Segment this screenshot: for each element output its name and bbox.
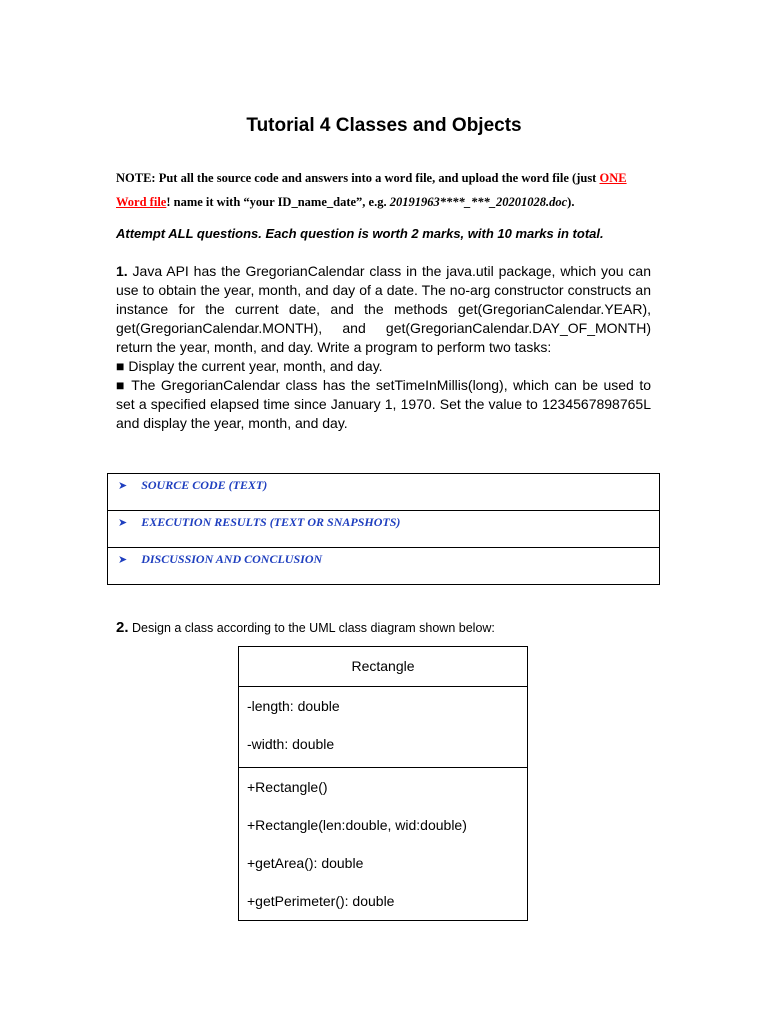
uml-class-diagram: [238, 646, 528, 921]
answer-cell[interactable]: [108, 511, 660, 548]
note-paragraph: [116, 166, 656, 214]
answer-label: DISCUSSION AND CONCLUSION: [141, 552, 323, 566]
answer-table: [107, 473, 660, 585]
answer-row-execution-results: [108, 511, 660, 548]
note-text-2: ! name it with “your ID_name_date”, e.g.: [166, 195, 390, 209]
question-1-number: 1.: [116, 263, 128, 279]
question-1-text: Java API has the GregorianCalendar class in the java.util package, which you can use to obtain the year, month, and day of a date. The no-arg constructor constructs an instance for the current date, and the methods get(GregorianCalendar.YEAR), get(GregorianCalendar.MONTH), and get(GregorianCalendar.DAY_OF_MONTH) return the year, month, and day. Write a program to perform two tasks:: [116, 263, 651, 355]
arrow-bullet-icon: ➤: [118, 554, 128, 566]
page-title: Tutorial 4 Classes and Objects: [246, 115, 522, 136]
uml-methods: [239, 768, 527, 920]
arrow-bullet-icon: ➤: [118, 517, 128, 529]
question-2-text: Design a class according to the UML class diagram shown below:: [128, 621, 495, 635]
answer-label: SOURCE CODE (TEXT): [141, 478, 268, 492]
note-label: NOTE:: [116, 171, 156, 185]
uml-attribute: -length: double: [247, 698, 340, 714]
note-example-filename: 20191963****_***_20201028.doc: [389, 195, 568, 209]
uml-method: +Rectangle(): [247, 779, 328, 795]
uml-attributes: [239, 687, 527, 768]
uml-method: +getPerimeter(): double: [247, 893, 395, 909]
note-red-highlight: ONE Word file: [116, 171, 627, 209]
question-1-intro: [116, 262, 651, 357]
question-1: [116, 262, 651, 433]
question-1-task-2: ■ The GregorianCalendar class has the setTimeInMillis(long), which can be used to set a specified elapsed time since January 1, 1970. Set the value to 1234567898765L and display the year, month, and day.: [116, 377, 651, 431]
note-text-1: Put all the source code and answers into a word file, and upload the word file (just: [155, 171, 600, 185]
attempt-instructions: Attempt ALL questions. Each question is worth 2 marks, with 10 marks in total.: [116, 226, 604, 241]
question-1-task-1: ■ Display the current year, month, and day.: [116, 358, 383, 374]
uml-class-name: Rectangle: [239, 647, 527, 687]
answer-cell[interactable]: [108, 548, 660, 585]
answer-row-source-code: [108, 474, 660, 511]
arrow-bullet-icon: ➤: [118, 480, 128, 492]
question-2-number: 2.: [116, 619, 129, 636]
note-text-3: ).: [567, 195, 575, 209]
answer-cell[interactable]: [108, 474, 660, 511]
answer-row-discussion: [108, 548, 660, 585]
uml-method: +getArea(): double: [247, 855, 364, 871]
uml-method: +Rectangle(len:double, wid:double): [247, 817, 467, 833]
answer-label: EXECUTION RESULTS (TEXT OR SNAPSHOTS): [141, 515, 401, 529]
uml-attribute: -width: double: [247, 736, 335, 752]
question-2: [116, 619, 676, 636]
